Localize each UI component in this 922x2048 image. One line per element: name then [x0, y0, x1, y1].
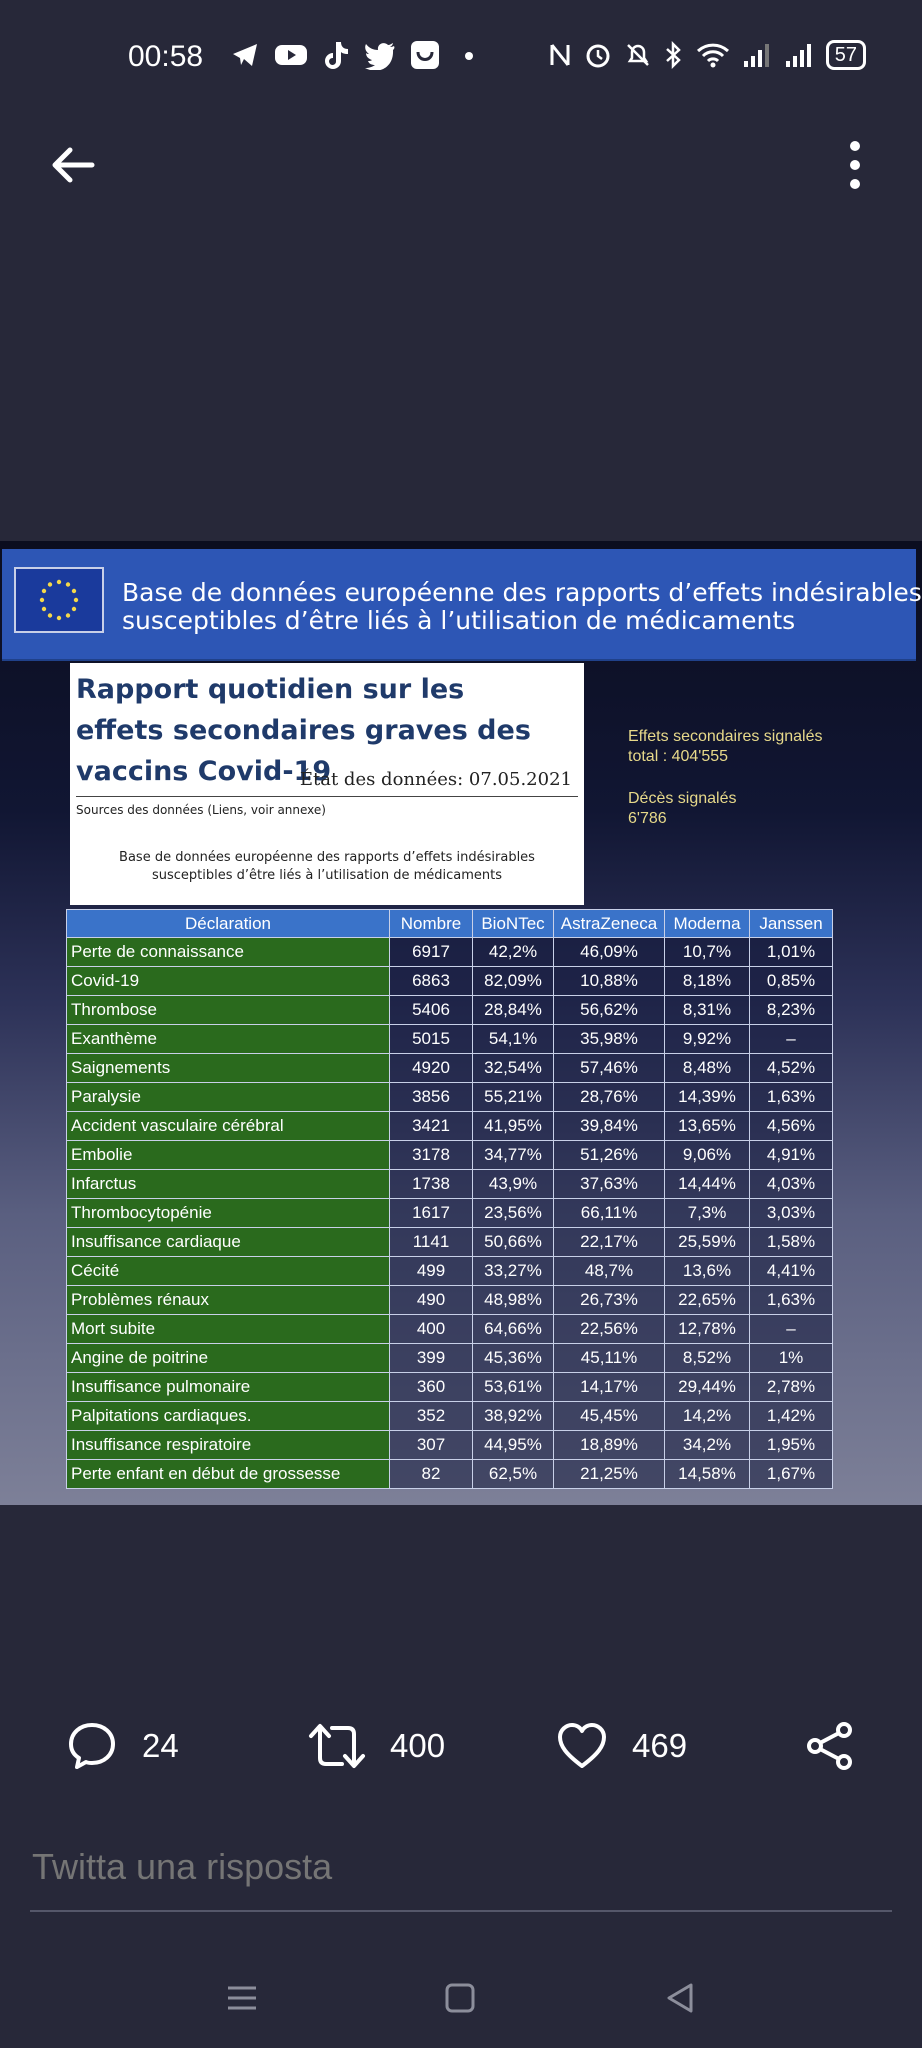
value-cell: 62,5% — [473, 1460, 554, 1489]
value-cell: 499 — [390, 1257, 473, 1286]
youtube-icon — [274, 40, 308, 70]
value-cell: 55,21% — [473, 1083, 554, 1112]
value-cell: 8,18% — [665, 967, 750, 996]
back-triangle-icon[interactable] — [664, 1982, 696, 2014]
value-cell: 4,41% — [750, 1257, 833, 1286]
value-cell: 14,44% — [665, 1170, 750, 1199]
eu-flag-icon — [14, 567, 104, 633]
retweet-button[interactable] — [308, 1720, 445, 1772]
value-cell: 45,36% — [473, 1344, 554, 1373]
value-cell: 1% — [750, 1344, 833, 1373]
declaration-cell: Thrombocytopénie — [67, 1199, 390, 1228]
table-row — [67, 1141, 833, 1170]
declaration-cell: Perte de connaissance — [67, 938, 390, 967]
value-cell: 10,7% — [665, 938, 750, 967]
menu-icon[interactable] — [226, 1982, 258, 2014]
table-row — [67, 1228, 833, 1257]
value-cell: 3178 — [390, 1141, 473, 1170]
reply-input[interactable] — [30, 1845, 894, 1889]
value-cell: 352 — [390, 1402, 473, 1431]
value-cell: 23,56% — [473, 1199, 554, 1228]
value-cell: 26,73% — [554, 1286, 665, 1315]
value-cell: 28,84% — [473, 996, 554, 1025]
side-effects-table — [66, 909, 833, 1489]
value-cell: 66,11% — [554, 1199, 665, 1228]
reply-button[interactable] — [66, 1720, 179, 1772]
declaration-cell: Saignements — [67, 1054, 390, 1083]
value-cell: 3856 — [390, 1083, 473, 1112]
image-content — [0, 541, 922, 1505]
col-header-astrazeneca: AstraZeneca — [554, 910, 665, 938]
side-stats — [628, 727, 822, 829]
value-cell: 399 — [390, 1344, 473, 1373]
table-row — [67, 1112, 833, 1141]
value-cell: 56,62% — [554, 996, 665, 1025]
declaration-cell: Angine de poitrine — [67, 1344, 390, 1373]
value-cell: 82 — [390, 1460, 473, 1489]
table-row — [67, 1199, 833, 1228]
value-cell: 1,58% — [750, 1228, 833, 1257]
value-cell: 33,27% — [473, 1257, 554, 1286]
declaration-cell: Insuffisance pulmonaire — [67, 1373, 390, 1402]
deaths-label: Décès signalés — [628, 790, 737, 807]
value-cell: 1,63% — [750, 1083, 833, 1112]
divider — [76, 796, 578, 797]
table-header-row — [67, 910, 833, 938]
value-cell: 0,85% — [750, 967, 833, 996]
value-cell: 22,56% — [554, 1315, 665, 1344]
value-cell: 307 — [390, 1431, 473, 1460]
value-cell: 48,7% — [554, 1257, 665, 1286]
value-cell: 43,9% — [473, 1170, 554, 1199]
declaration-cell: Insuffisance respiratoire — [67, 1431, 390, 1460]
value-cell: 1,01% — [750, 938, 833, 967]
report-subtitle: Base de données européenne des rapports d’effets indésirables susceptibles d’être liés à l’utilisation de médicaments — [119, 850, 535, 883]
value-cell: 42,2% — [473, 938, 554, 967]
table-row — [67, 1257, 833, 1286]
battery-indicator: 57 — [826, 40, 866, 70]
value-cell: 82,09% — [473, 967, 554, 996]
value-cell: 5015 — [390, 1025, 473, 1054]
value-cell: 4,56% — [750, 1112, 833, 1141]
arrow-left-icon[interactable] — [48, 140, 98, 190]
bluetooth-icon — [664, 41, 684, 69]
table-row — [67, 996, 833, 1025]
table-row — [67, 967, 833, 996]
declaration-cell: Infarctus — [67, 1170, 390, 1199]
value-cell: 1,67% — [750, 1460, 833, 1489]
value-cell: 1738 — [390, 1170, 473, 1199]
declaration-cell: Perte enfant en début de grossesse — [67, 1460, 390, 1489]
like-count: 469 — [632, 1727, 688, 1764]
value-cell: 18,89% — [554, 1431, 665, 1460]
value-cell: – — [750, 1025, 833, 1054]
value-cell: 57,46% — [554, 1054, 665, 1083]
report-sources: Sources des données (Liens, voir annexe) — [76, 803, 326, 817]
table-row — [67, 1402, 833, 1431]
effects-label: Effets secondaires signalés — [628, 728, 823, 745]
value-cell: 1141 — [390, 1228, 473, 1257]
declaration-cell: Mort subite — [67, 1315, 390, 1344]
value-cell: 21,25% — [554, 1460, 665, 1489]
status-time: 00:58 — [128, 40, 204, 73]
declaration-cell: Problèmes rénaux — [67, 1286, 390, 1315]
tiktok-icon — [322, 40, 350, 70]
value-cell: 29,44% — [665, 1373, 750, 1402]
value-cell: 45,45% — [554, 1402, 665, 1431]
like-button[interactable] — [556, 1720, 687, 1772]
value-cell: 14,39% — [665, 1083, 750, 1112]
value-cell: 34,77% — [473, 1141, 554, 1170]
value-cell: 54,1% — [473, 1025, 554, 1054]
value-cell: 13,6% — [665, 1257, 750, 1286]
value-cell: 9,06% — [665, 1141, 750, 1170]
value-cell: 4,91% — [750, 1141, 833, 1170]
retweet-count: 400 — [390, 1727, 446, 1764]
table-row — [67, 1315, 833, 1344]
report-box — [70, 663, 584, 905]
value-cell: 45,11% — [554, 1344, 665, 1373]
value-cell: 25,59% — [665, 1228, 750, 1257]
system-icons — [548, 40, 866, 70]
comment-icon — [66, 1720, 118, 1772]
value-cell: 1,95% — [750, 1431, 833, 1460]
value-cell: 4,03% — [750, 1170, 833, 1199]
table-row — [67, 1083, 833, 1112]
value-cell: 14,58% — [665, 1460, 750, 1489]
col-header-janssen: Janssen — [750, 910, 833, 938]
value-cell: 46,09% — [554, 938, 665, 967]
value-cell: 8,52% — [665, 1344, 750, 1373]
twitter-icon — [364, 40, 396, 70]
more-vertical-icon[interactable] — [840, 138, 870, 192]
value-cell: 14,2% — [665, 1402, 750, 1431]
value-cell: 51,26% — [554, 1141, 665, 1170]
value-cell: 48,98% — [473, 1286, 554, 1315]
table-row — [67, 1460, 833, 1489]
table-row — [67, 1025, 833, 1054]
declaration-cell: Accident vasculaire cérébral — [67, 1112, 390, 1141]
share-button[interactable] — [804, 1720, 856, 1772]
report-date: État des données: 07.05.2021 — [299, 769, 572, 790]
value-cell: 5406 — [390, 996, 473, 1025]
table-row — [67, 1373, 833, 1402]
value-cell: 9,92% — [665, 1025, 750, 1054]
value-cell: 38,92% — [473, 1402, 554, 1431]
eu-banner — [2, 549, 922, 661]
notification-icons — [230, 40, 484, 70]
declaration-cell: Palpitations cardiaques. — [67, 1402, 390, 1431]
value-cell: 37,63% — [554, 1170, 665, 1199]
value-cell: 32,54% — [473, 1054, 554, 1083]
status-bar — [0, 0, 922, 118]
value-cell: 490 — [390, 1286, 473, 1315]
value-cell: 6917 — [390, 938, 473, 967]
value-cell: 13,65% — [665, 1112, 750, 1141]
value-cell: 44,95% — [473, 1431, 554, 1460]
tweet-image[interactable] — [0, 541, 922, 1505]
value-cell: 8,31% — [665, 996, 750, 1025]
value-cell: 1,63% — [750, 1286, 833, 1315]
declaration-cell: Cécité — [67, 1257, 390, 1286]
value-cell: 360 — [390, 1373, 473, 1402]
value-cell: 1617 — [390, 1199, 473, 1228]
value-cell: 14,17% — [554, 1373, 665, 1402]
home-square-icon[interactable] — [444, 1982, 476, 2014]
value-cell: 28,76% — [554, 1083, 665, 1112]
share-icon — [804, 1720, 856, 1772]
table-row — [67, 1170, 833, 1199]
reply-count: 24 — [142, 1727, 179, 1764]
report-title: Rapport quotidien sur les effets secondaires graves des vaccins Covid-19 — [76, 674, 531, 787]
declaration-cell: Paralysie — [67, 1083, 390, 1112]
col-header-nombre: Nombre — [390, 910, 473, 938]
col-header-moderna: Moderna — [665, 910, 750, 938]
value-cell: 6863 — [390, 967, 473, 996]
telegram-icon — [230, 40, 260, 70]
value-cell: 22,65% — [665, 1286, 750, 1315]
col-header-biontec: BioNTec — [473, 910, 554, 938]
table-row — [67, 1344, 833, 1373]
declaration-cell: Insuffisance cardiaque — [67, 1228, 390, 1257]
value-cell: – — [750, 1315, 833, 1344]
heart-icon — [556, 1720, 608, 1772]
table-row — [67, 1054, 833, 1083]
navigation-bar — [0, 1960, 922, 2048]
declaration-cell: Thrombose — [67, 996, 390, 1025]
declaration-cell: Embolie — [67, 1141, 390, 1170]
value-cell: 4,52% — [750, 1054, 833, 1083]
wifi-icon — [696, 41, 730, 69]
dot-icon — [454, 40, 484, 70]
nfc-icon — [548, 41, 572, 69]
value-cell: 3421 — [390, 1112, 473, 1141]
value-cell: 8,48% — [665, 1054, 750, 1083]
table-row — [67, 1286, 833, 1315]
banner-line-1: Base de données européenne des rapports d’effets indésirables — [122, 578, 922, 607]
value-cell: 8,23% — [750, 996, 833, 1025]
value-cell: 10,88% — [554, 967, 665, 996]
retweet-icon — [308, 1720, 366, 1772]
value-cell: 50,66% — [473, 1228, 554, 1257]
banner-text — [122, 579, 922, 635]
col-header-declaration: Déclaration — [67, 910, 390, 938]
table-row — [67, 1431, 833, 1460]
value-cell: 41,95% — [473, 1112, 554, 1141]
signal-icon — [784, 41, 814, 69]
value-cell: 12,78% — [665, 1315, 750, 1344]
table-row — [67, 938, 833, 967]
value-cell: 53,61% — [473, 1373, 554, 1402]
value-cell: 34,2% — [665, 1431, 750, 1460]
value-cell: 1,42% — [750, 1402, 833, 1431]
input-underline — [30, 1910, 892, 1912]
mute-icon — [624, 41, 652, 69]
value-cell: 7,3% — [665, 1199, 750, 1228]
value-cell: 4920 — [390, 1054, 473, 1083]
alarm-icon — [584, 41, 612, 69]
signal-icon — [742, 41, 772, 69]
value-cell: 64,66% — [473, 1315, 554, 1344]
value-cell: 22,17% — [554, 1228, 665, 1257]
value-cell: 35,98% — [554, 1025, 665, 1054]
value-cell: 400 — [390, 1315, 473, 1344]
deaths-total: 6'786 — [628, 810, 667, 827]
value-cell: 39,84% — [554, 1112, 665, 1141]
table-body — [67, 938, 833, 1489]
value-cell: 2,78% — [750, 1373, 833, 1402]
app-icon — [410, 40, 440, 70]
banner-line-2: susceptibles d’être liés à l’utilisation de médicaments — [122, 606, 796, 635]
effects-total: total : 404'555 — [628, 748, 729, 765]
declaration-cell: Exanthème — [67, 1025, 390, 1054]
value-cell: 3,03% — [750, 1199, 833, 1228]
declaration-cell: Covid-19 — [67, 967, 390, 996]
tweet-actions — [0, 1720, 922, 1784]
